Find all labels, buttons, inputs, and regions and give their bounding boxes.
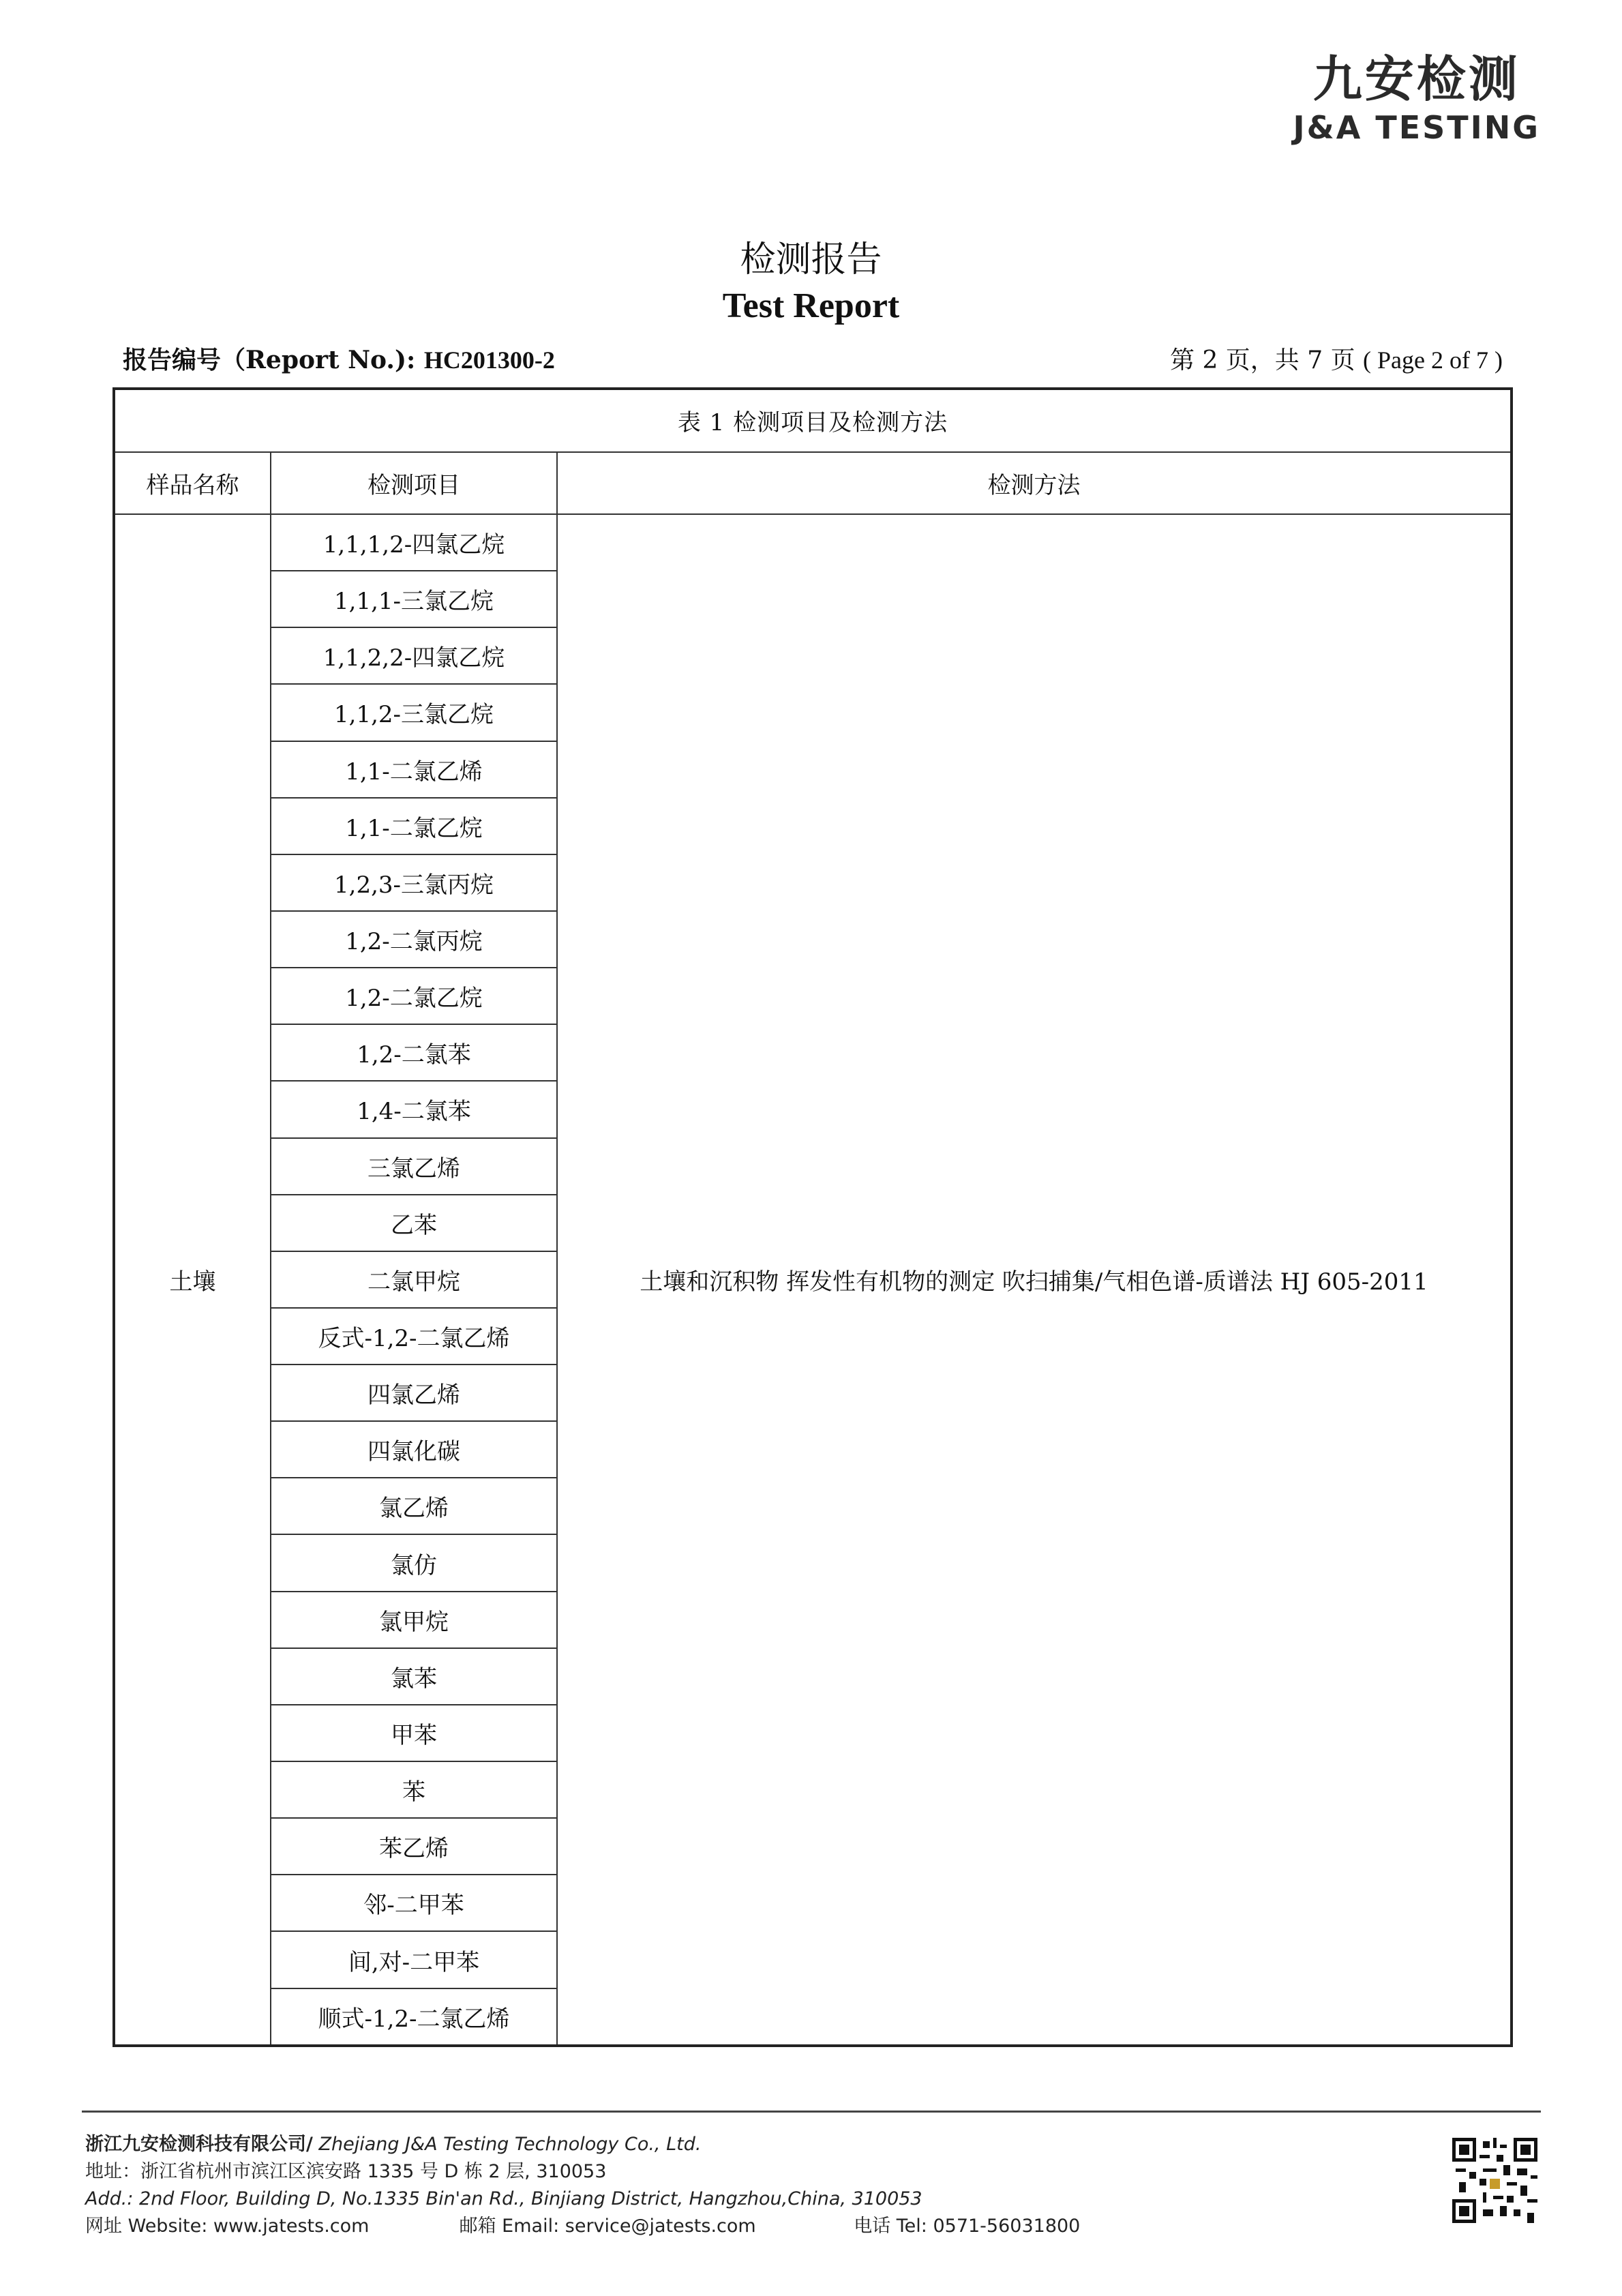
page-indicator [1170, 341, 1503, 376]
logo-english-text: J&A TESTING [1293, 109, 1540, 146]
footer-address-cn: 地址：浙江省杭州市滨江区滨安路 1335 号 D 栋 2 层, 310053 [85, 2161, 607, 2182]
page-cn: 第 2 页，共 7 页 [1170, 346, 1355, 374]
test-item-cell: 乙苯 [271, 1195, 557, 1251]
table-row [114, 514, 1512, 571]
company-name-en: Zhejiang J&A Testing Technology Co., Ltd. [318, 2134, 702, 2155]
test-item-cell: 1,2,3-三氯丙烷 [271, 854, 557, 911]
test-item-cell: 1,2-二氯丙烷 [271, 911, 557, 968]
test-item-cell: 1,2-二氯苯 [271, 1024, 557, 1081]
footer-tel: 电话 Tel: 0571-56031800 [854, 2216, 1081, 2237]
table-caption: 表 1 检测项目及检测方法 [114, 389, 1512, 452]
report-number-value: HC201300-2 [423, 346, 555, 374]
test-item-cell: 顺式-1,2-二氯乙烯 [271, 1988, 557, 2046]
footer-website: 网址 Website: www.jatests.com [85, 2216, 370, 2237]
test-item-cell: 苯乙烯 [271, 1818, 557, 1875]
test-item-cell: 四氯化碳 [271, 1421, 557, 1478]
footer-company [85, 2131, 1080, 2158]
logo-chinese-text: 九安检测 [1312, 50, 1520, 108]
title-chinese: 检测报告 [740, 239, 882, 280]
footer-address-en: Add.: 2nd Floor, Building D, No.1335 Bin'an Rd., Binjiang District, Hangzhou,China, 310053 [85, 2188, 922, 2209]
test-method-cell: 土壤和沉积物 挥发性有机物的测定 吹扫捕集/气相色谱-质谱法 HJ 605-2011 [557, 514, 1512, 2046]
test-item-cell: 1,1,2-三氯乙烷 [271, 684, 557, 741]
test-item-cell: 氯苯 [271, 1648, 557, 1705]
test-item-cell: 甲苯 [271, 1705, 557, 1761]
test-item-cell: 反式-1,2-二氯乙烯 [271, 1308, 557, 1365]
sample-name-cell: 土壤 [114, 514, 271, 2046]
test-item-cell: 1,1,1,2-四氯乙烷 [271, 514, 557, 571]
test-item-cell: 1,1-二氯乙烯 [271, 741, 557, 798]
footer-divider [82, 2111, 1541, 2113]
test-item-cell: 三氯乙烯 [271, 1138, 557, 1195]
footer-contacts [85, 2213, 1080, 2240]
company-name-cn: 浙江九安检测科技有限公司/ [85, 2134, 313, 2155]
test-item-cell: 氯仿 [271, 1534, 557, 1591]
qr-code-icon [1452, 2138, 1537, 2223]
company-logo [1293, 50, 1540, 146]
test-item-cell: 苯 [271, 1761, 557, 1818]
test-item-cell: 1,1,2,2-四氯乙烷 [271, 627, 557, 684]
report-number-label: 报告编号（Report No.): [123, 346, 416, 374]
report-number [123, 341, 555, 376]
footer [85, 2131, 1080, 2240]
footer-email: 邮箱 Email: service@jatests.com [459, 2216, 756, 2237]
test-items-table [112, 387, 1513, 2047]
test-item-cell: 四氯乙烯 [271, 1365, 557, 1421]
title-english: Test Report [722, 286, 900, 326]
report-title [0, 239, 1622, 328]
test-item-cell: 1,1,1-三氯乙烷 [271, 571, 557, 627]
test-item-cell: 二氯甲烷 [271, 1251, 557, 1308]
test-item-cell: 间,对-二甲苯 [271, 1931, 557, 1988]
test-item-cell: 1,2-二氯乙烷 [271, 968, 557, 1024]
test-item-cell: 氯甲烷 [271, 1592, 557, 1648]
header-test-item: 检测项目 [271, 452, 557, 514]
header-sample-name: 样品名称 [114, 452, 271, 514]
page-en: ( Page 2 of 7 ) [1363, 346, 1503, 374]
test-item-cell: 氯乙烯 [271, 1478, 557, 1534]
test-item-cell: 1,1-二氯乙烷 [271, 798, 557, 854]
header-test-method: 检测方法 [557, 452, 1512, 514]
report-meta [123, 341, 1503, 376]
test-item-cell: 邻-二甲苯 [271, 1875, 557, 1931]
test-item-cell: 1,4-二氯苯 [271, 1081, 557, 1137]
